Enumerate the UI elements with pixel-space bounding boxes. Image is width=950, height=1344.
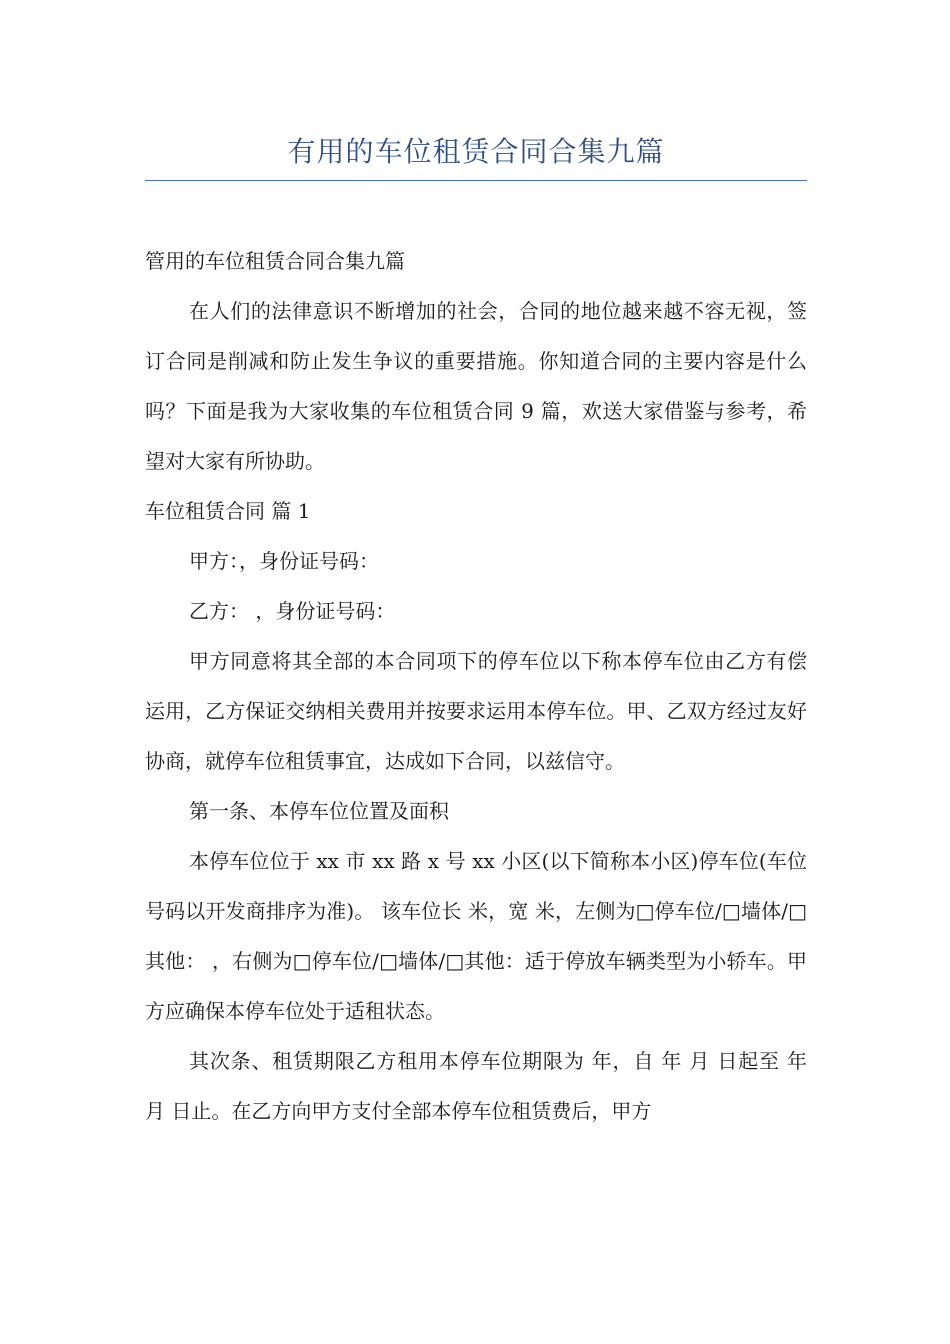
subtitle-paragraph: 管用的车位租赁合同合集九篇	[145, 249, 405, 273]
intro-paragraph: 在人们的法律意识不断增加的社会，合同的地位越来越不容无视，签订合同是削减和防止发生争议的重要措施。你知道合同的主要内容是什么吗？下面是我为大家收集的车位租赁合同 9 篇，欢送大家借鉴与参考，希望对大家有所协助。	[145, 299, 807, 473]
term-paragraph: 其次条、租赁期限乙方租用本停车位期限为 年，自 年 月 日起至 年 月 日止。在乙方向甲方支付全部本停车位租赁费后，甲方	[145, 1049, 807, 1123]
document-body	[145, 236, 807, 1136]
location-paragraph: 本停车位位于 xx 市 xx 路 x 号 xx 小区(以下简称本小区)停车位(车位号码以开发商排序为准)。 该车位长 米，宽 米，左侧为□停车位/□墙体/□其他： ，右侧为□停车位/□墙体/□其他：适于停放车辆类型为小轿车。甲方应确保本停车位处于适租状态。	[145, 849, 807, 1023]
agreement-paragraph: 甲方同意将其全部的本合同项下的停车位以下称本停车位由乙方有偿运用，乙方保证交纳相关费用并按要求运用本停车位。甲、乙双方经过友好协商，就停车位租赁事宜，达成如下合同，以兹信守。	[145, 649, 807, 773]
article-heading: 第一条、本停车位位置及面积	[189, 799, 449, 823]
document-title: 有用的车位租赁合同合集九篇	[287, 135, 665, 168]
title-underline	[145, 180, 807, 181]
section-heading: 车位租赁合同 篇 1	[145, 499, 311, 523]
party-a-line: 甲方：，身份证号码：	[189, 549, 379, 573]
party-b-line: 乙方： ，身份证号码：	[189, 599, 396, 623]
